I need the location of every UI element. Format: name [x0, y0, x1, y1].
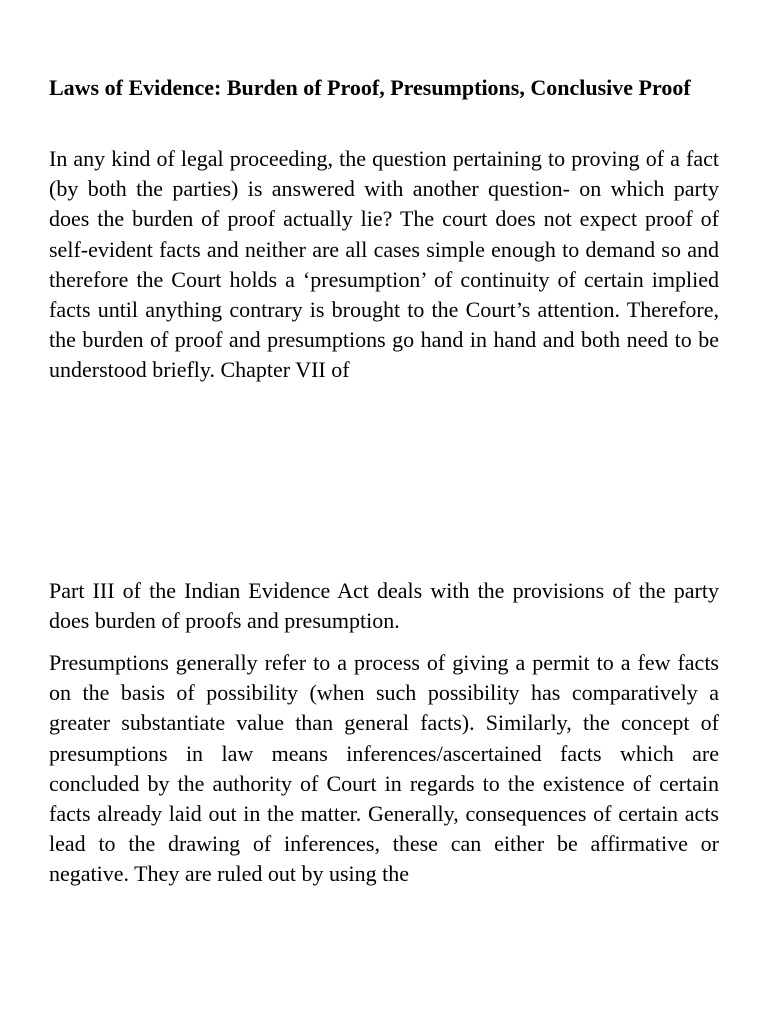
paragraph-presumptions: Presumptions generally refer to a process of giving a permit to a few facts on the basis of possibility (when such possibility has comparatively a greater substantiate value than general facts). Similarly, the concept of presumptions in law means inferences/ascertained facts which are concluded by the authority of Court in regards to the existence of certain facts already laid out in the matter. Generally, consequences of certain acts lead to the drawing of inferences, these can either be affirmative or negative. They are ruled out by using the — [49, 650, 719, 887]
paragraph-evidence-act: Part III of the Indian Evidence Act deals with the provisions of the party does burden of proofs and presumption. — [49, 578, 719, 634]
document-heading: Laws of Evidence: Burden of Proof, Presumptions, Conclusive Proof — [49, 75, 691, 100]
paragraph-burden-of-proof: In any kind of legal proceeding, the question pertaining to proving of a fact (by both the parties) is answered with another question- on which party does the burden of proof actually lie? The court does not expect proof of self-evident facts and neither are all cases simple enough to demand so and therefore the Court holds a ‘presumption’ of continuity of certain implied facts until anything contrary is brought to the Court’s attention. Therefore, the burden of proof and presumptions go hand in hand and both need to be understood briefly. Chapter VII of — [49, 146, 719, 383]
